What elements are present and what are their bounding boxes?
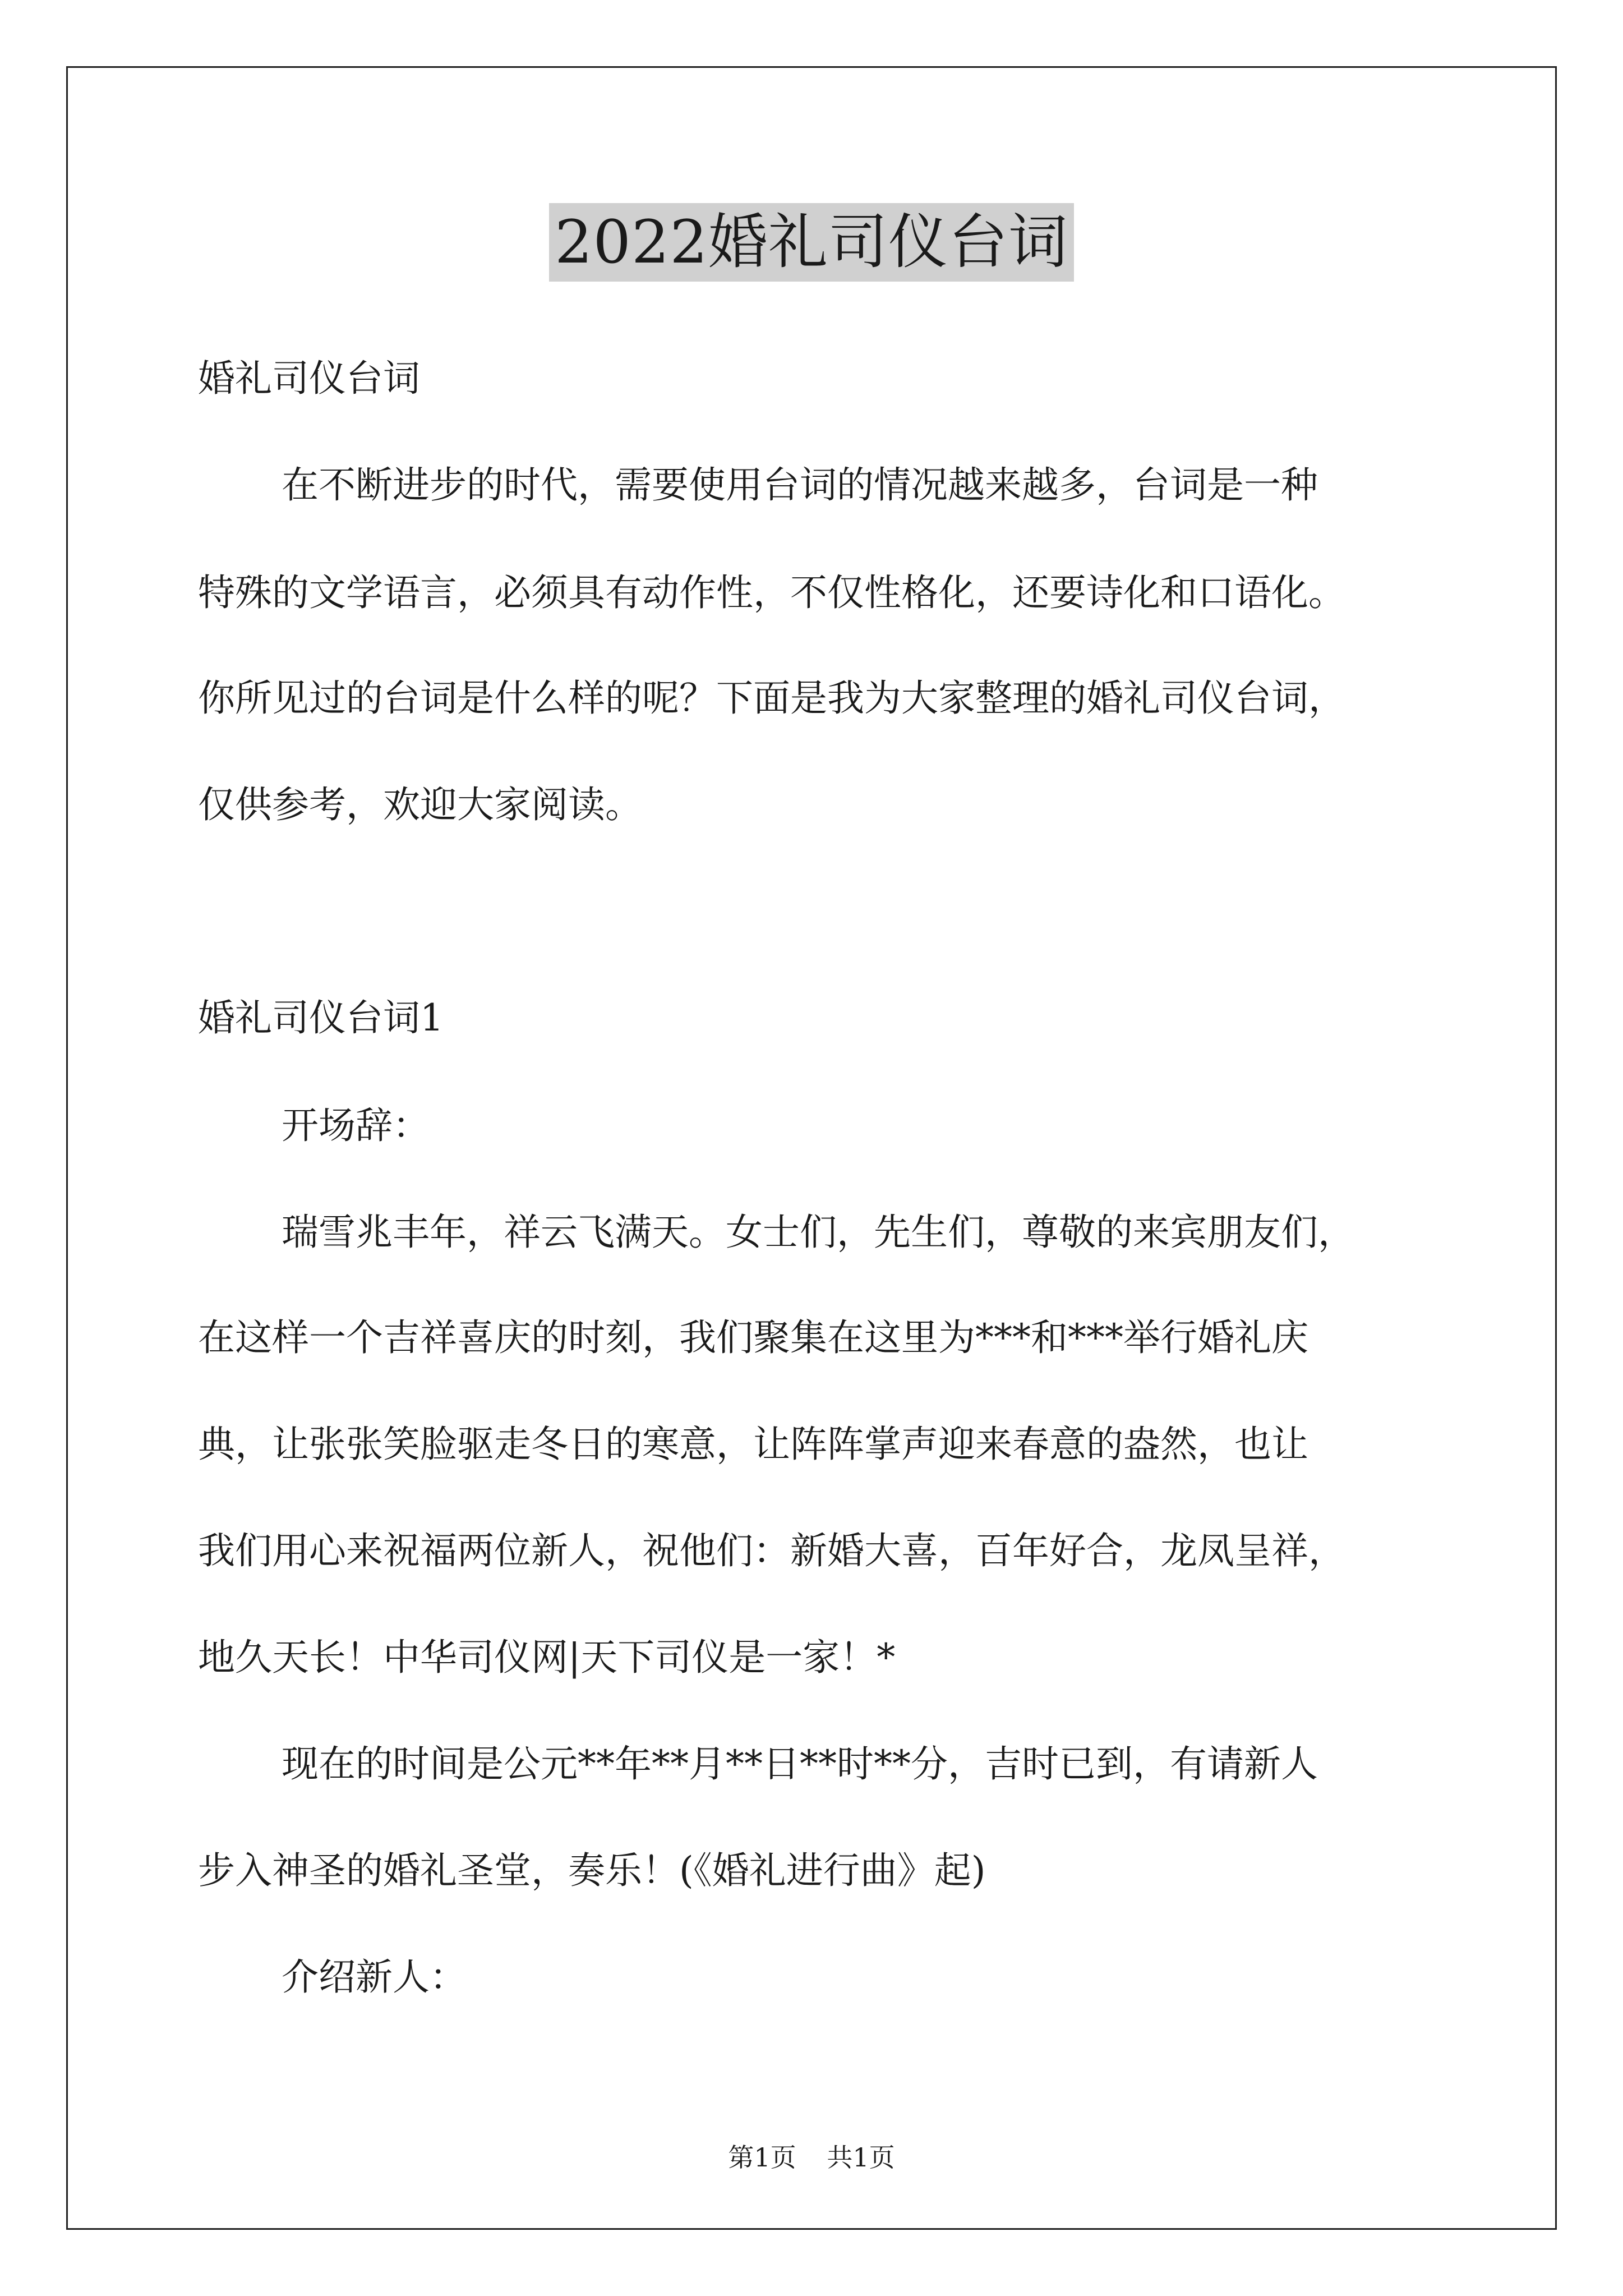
paragraph-line: 特殊的文学语言，必须具有动作性，不仅性格化，还要诗化和口语化。 <box>198 571 1345 614</box>
paragraph-line: 仅供参考，欢迎大家阅读。 <box>198 783 642 826</box>
section-heading-1: 婚礼司仪台词1 <box>198 996 444 1039</box>
paragraph-line: 步入神圣的婚礼圣堂，奏乐！(《婚礼进行曲》起) <box>198 1849 986 1892</box>
page-number: 第1页 <box>728 2142 796 2173</box>
paragraph-line: 我们用心来祝福两位新人，祝他们：新婚大喜，百年好合，龙凤呈祥， <box>198 1529 1345 1572</box>
subheading-opening: 开场辞： <box>282 1104 430 1147</box>
section-heading-intro: 婚礼司仪台词 <box>198 357 420 400</box>
paragraph-line: 在这样一个吉祥喜庆的时刻，我们聚集在这里为***和***举行婚礼庆 <box>198 1316 1308 1359</box>
paragraph-line: 典，让张张笑脸驱走冬日的寒意，让阵阵掌声迎来春意的盎然，也让 <box>198 1423 1308 1466</box>
paragraph-line: 瑞雪兆丰年，祥云飞满天。女士们，先生们，尊敬的来宾朋友们， <box>282 1211 1355 1254</box>
paragraph-line: 在不断进步的时代，需要使用台词的情况越来越多，台词是一种 <box>282 463 1318 507</box>
page-total: 共1页 <box>827 2142 895 2173</box>
page-footer <box>0 2141 1623 2174</box>
paragraph-line: 地久天长！中华司仪网|天下司仪是一家！* <box>198 1636 896 1679</box>
paragraph-line: 你所见过的台词是什么样的呢？下面是我为大家整理的婚礼司仪台词， <box>198 677 1345 720</box>
title-container <box>0 203 1623 282</box>
paragraph-line: 现在的时间是公元**年**月**日**时**分，吉时已到，有请新人 <box>282 1742 1318 1786</box>
document-title: 2022婚礼司仪台词 <box>549 203 1074 282</box>
subheading-introduce: 介绍新人： <box>282 1955 467 1999</box>
